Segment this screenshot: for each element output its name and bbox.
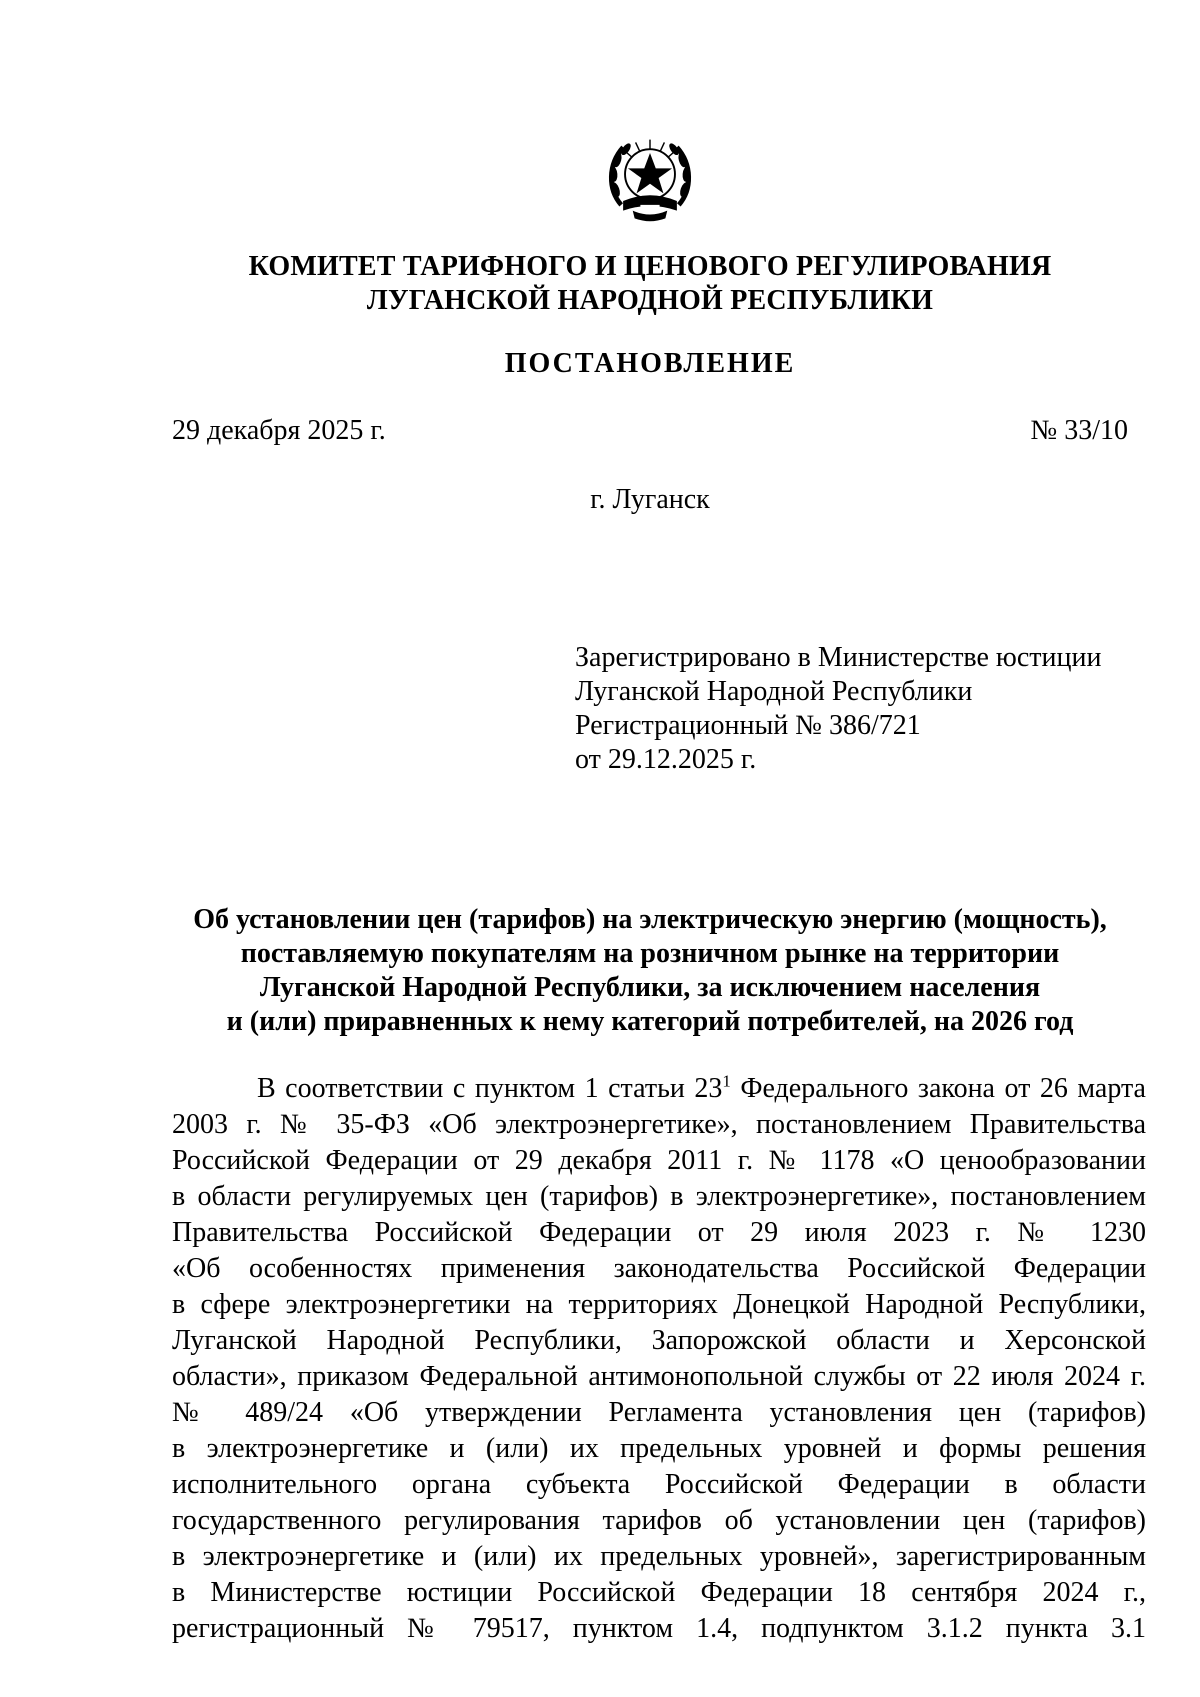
body-line: области», приказом Федеральной антимонопольной службы от 22 июля 2024 г. [172, 1361, 1146, 1392]
document-type: ПОСТАНОВЛЕНИЕ [504, 348, 796, 379]
subject-line4: и (или) приравненных к нему категорий потребителей, на 2026 год [226, 1006, 1074, 1037]
body-line: «Об особенностях применения законодательства Российской Федерации [172, 1253, 1146, 1284]
body-line1-part-a: В соответствии с пунктом 1 статьи 23 [257, 1073, 723, 1104]
subject-line3: Луганской Народной Республики, за исключением населения [259, 972, 1041, 1003]
body-line1-superscript: 1 [722, 1071, 731, 1091]
subject-line1: Об установлении цен (тарифов) на электрическую энергию (мощность), [193, 904, 1107, 935]
body-line: 2003 г. № 35-ФЗ «Об электроэнергетике», постановлением Правительства [172, 1109, 1146, 1140]
document-date: 29 декабря 2025 г. [172, 415, 386, 446]
registration-line1: Зарегистрировано в Министерстве юстиции [575, 642, 1102, 673]
registration-line2: Луганской Народной Республики [575, 676, 973, 707]
body-line: Правительства Российской Федерации от 29 июля 2023 г. № 1230 [172, 1217, 1146, 1248]
body-line1-part-b: Федерального закона от 26 марта [730, 1073, 1146, 1104]
registration-stamp [575, 641, 1101, 777]
body-line [172, 1071, 1146, 1107]
organization-title-line1: КОМИТЕТ ТАРИФНОГО И ЦЕНОВОГО РЕГУЛИРОВАНИЯ [248, 251, 1052, 282]
body-line: государственного регулирования тарифов об установлении цен (тарифов) [172, 1505, 1146, 1536]
body-line: № 489/24 «Об утверждении Регламента установления цен (тарифов) [172, 1397, 1146, 1428]
body-line: в сфере электроэнергетики на территориях Донецкой Народной Республики, [172, 1289, 1146, 1320]
document-number: № 33/10 [1030, 415, 1128, 446]
body-line: исполнительного органа субъекта Российской Федерации в области [172, 1469, 1146, 1500]
body-line: Российской Федерации от 29 декабря 2011 г. № 1178 «О ценообразовании [172, 1145, 1146, 1176]
subject-line2: поставляемую покупателям на розничном рынке на территории [240, 938, 1060, 969]
body-line: Луганской Народной Республики, Запорожской области и Херсонской [172, 1325, 1146, 1356]
body-line: в Министерстве юстиции Российской Федерации 18 сентября 2024 г., [172, 1577, 1146, 1608]
registration-line4: от 29.12.2025 г. [575, 744, 757, 775]
lugansk-coat-of-arms-icon [602, 130, 698, 226]
body-line: регистрационный № 79517, пунктом 1.4, подпунктом 3.1.2 пункта 3.1 [172, 1613, 1146, 1644]
body-paragraph [172, 1071, 1146, 1647]
body-line: в электроэнергетике и (или) их предельных уровней и формы решения [172, 1433, 1146, 1464]
registration-line3: Регистрационный № 386/721 [575, 710, 921, 741]
organization-title-line2: ЛУГАНСКОЙ НАРОДНОЙ РЕСПУБЛИКИ [366, 285, 934, 316]
organization-title [170, 250, 1130, 318]
body-line: в области регулируемых цен (тарифов) в электроэнергетике», постановлением [172, 1181, 1146, 1212]
document-city: г. Луганск [590, 484, 710, 515]
body-line: в электроэнергетике и (или) их предельных уровней», зарегистрированным [172, 1541, 1146, 1572]
document-subject [150, 903, 1150, 1039]
